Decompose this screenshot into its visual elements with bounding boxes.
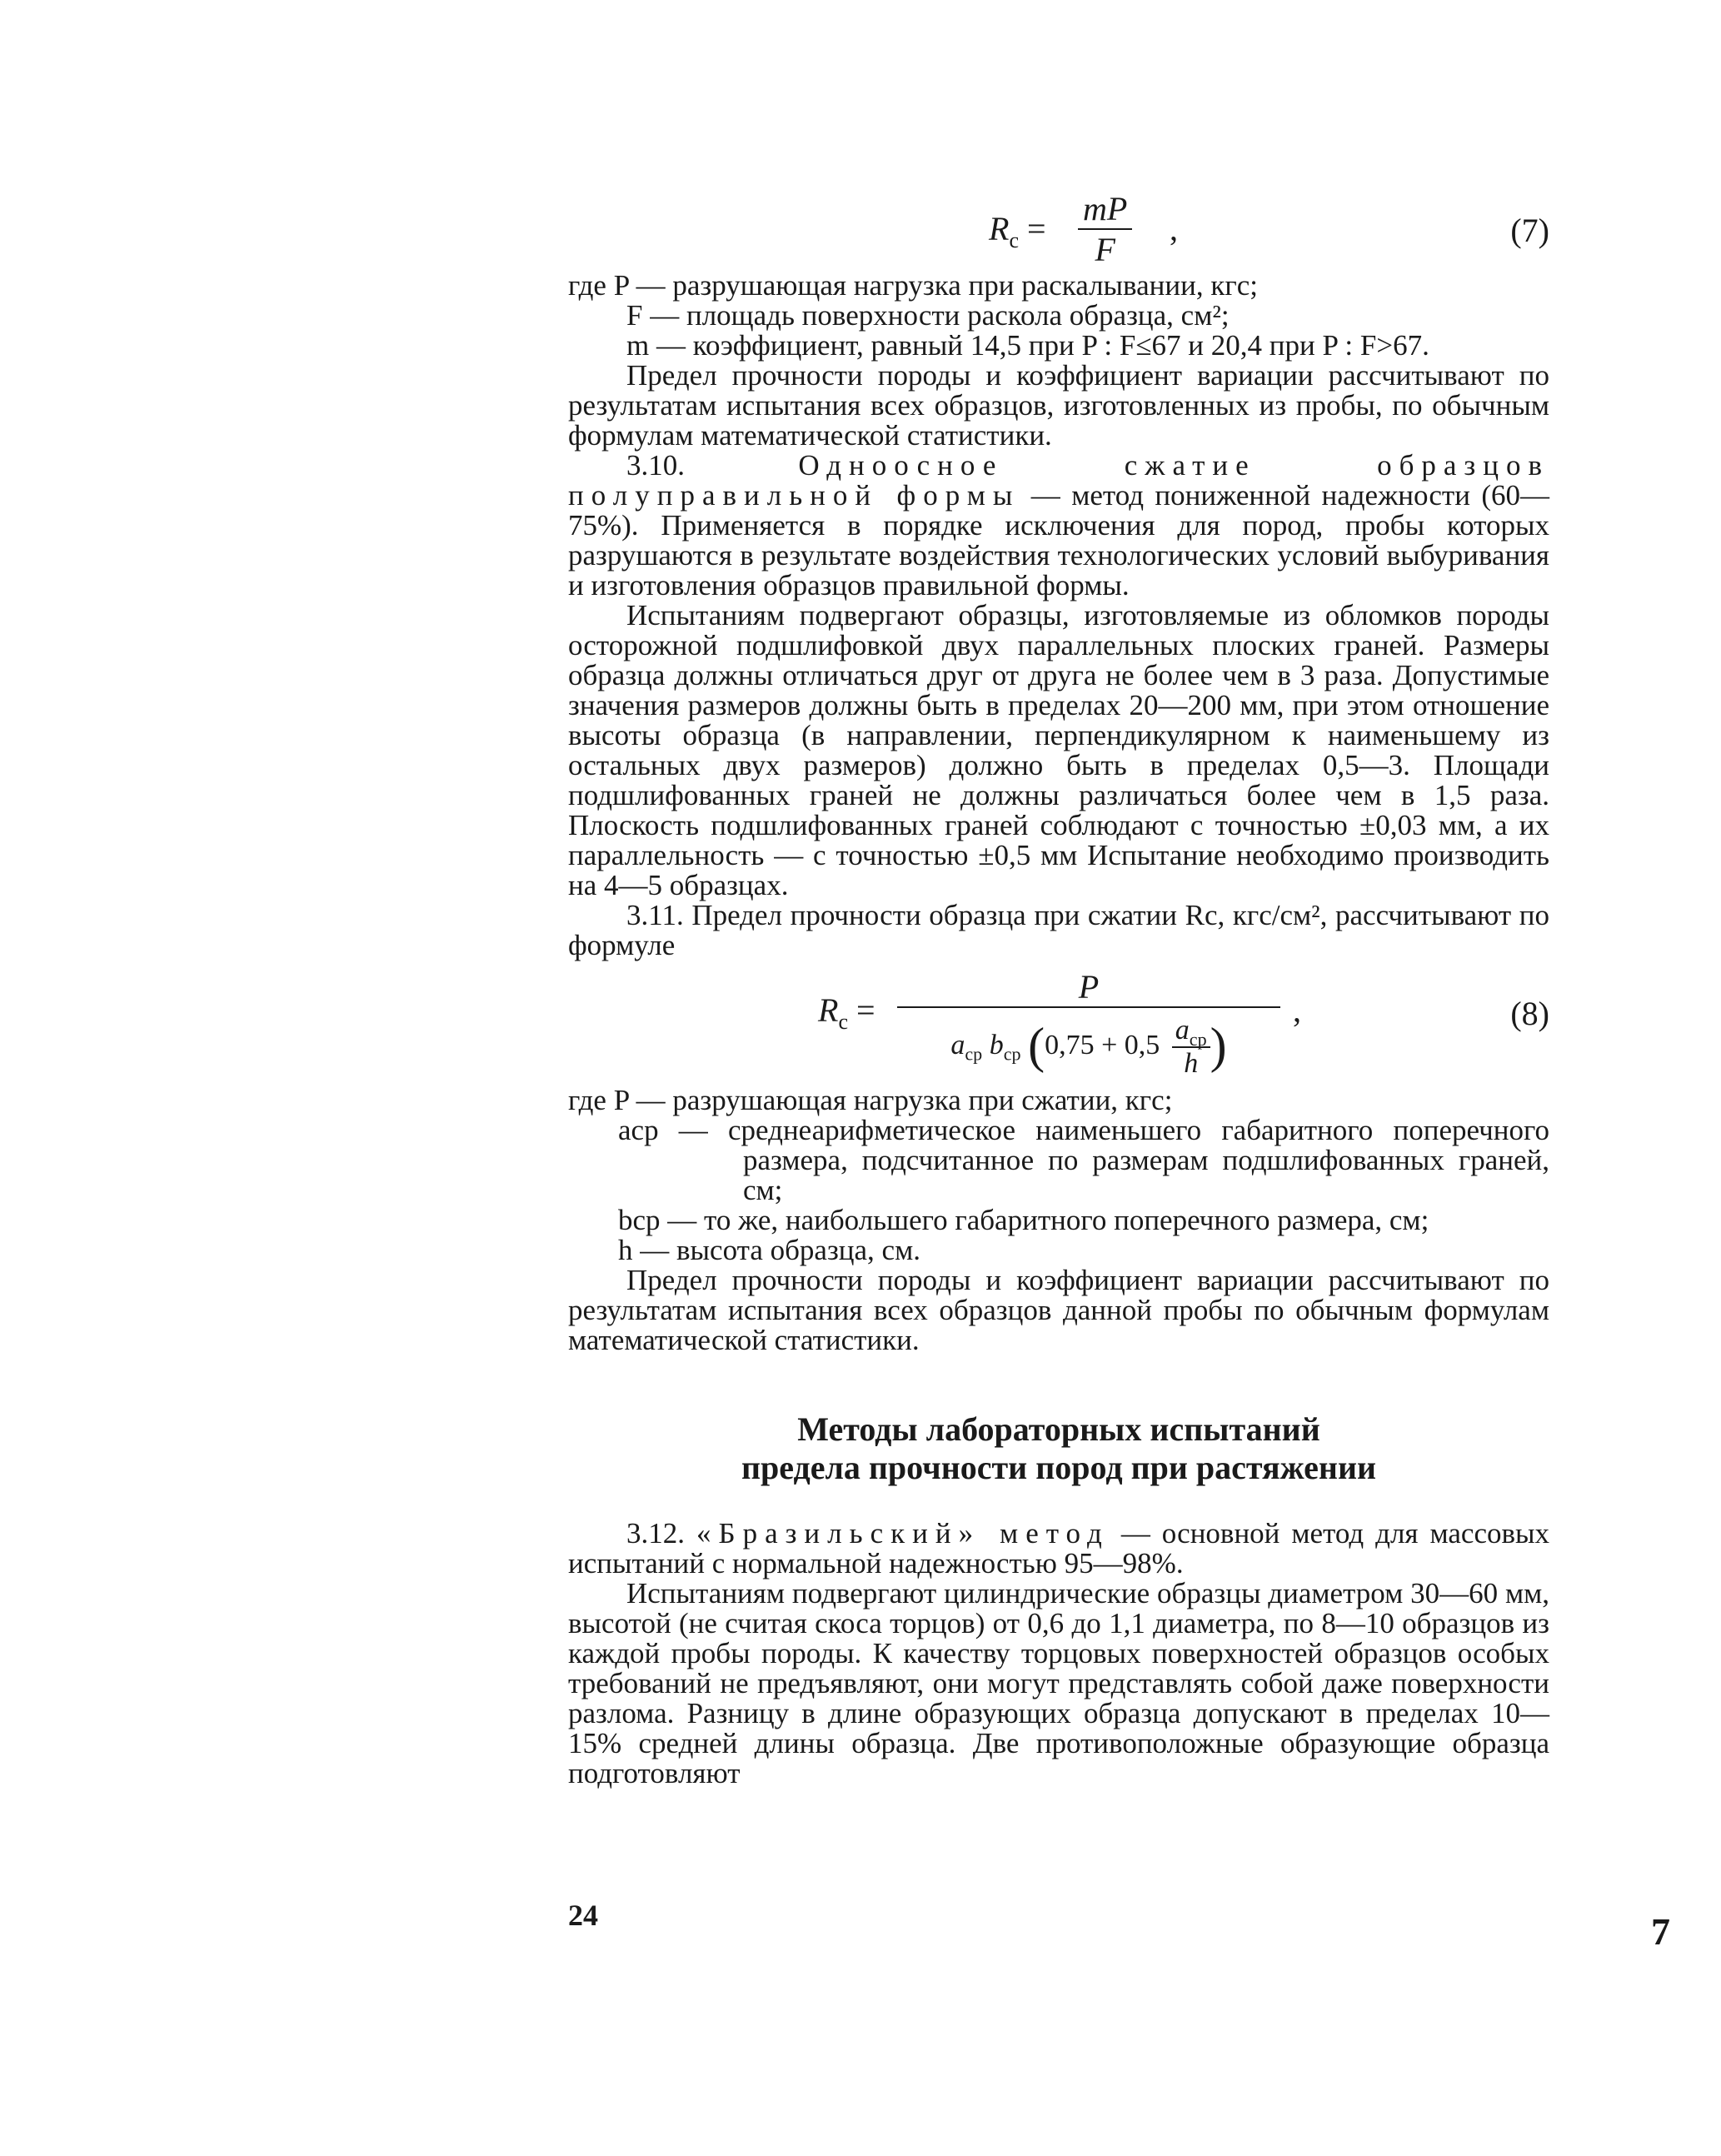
formula-7-lhs-sub: с <box>1009 228 1019 252</box>
paragraph-3-12-text: — основной метод для массовых испытаний с нормальной надежностью 95—98%. <box>568 1517 1550 1580</box>
formula-8-lparen: ( <box>1028 1017 1045 1073</box>
where7-f: F — площадь поверхности раскола образца, см²; <box>626 299 1230 332</box>
formula-8-inner-den: h <box>1184 1048 1199 1079</box>
formula-8-eq: = <box>856 991 875 1029</box>
formula-8-lhs: R <box>818 991 839 1029</box>
where8-bcp: bср — то же, наибольшего габаритного поперечного размера, см; <box>618 1204 1429 1236</box>
paragraph-3-12-number: 3.12. <box>626 1517 685 1550</box>
section-title <box>568 1410 1549 1487</box>
where8-acp: aср — среднеарифметическое наименьшего габаритного поперечного размера, подсчитанное по размерам подшлифованных граней, см; <box>618 1114 1549 1206</box>
paragraph-3-10-text: — метод пониженной надежности (60—75%). Применяется в порядке исключения для пород, пробы которых разрушаются в результате воздействия технологических условий выбуривания и изготовления образцов правильной формы. <box>568 479 1550 601</box>
formula-8-den-a-sub: ср <box>965 1043 983 1065</box>
where7-m: m — коэффициент, равный 14,5 при P : F≤67 и 20,4 при P : F>67. <box>626 329 1429 362</box>
paragraph-3-10-title: Одноосное сжатие образцов полуправильной формы <box>568 449 1549 512</box>
paragraph-3-11-end: Предел прочности породы и коэффициент вариации рассчитывают по результатам испытания всех образцов данной пробы по обычным формулам математической статистики. <box>568 1264 1549 1356</box>
formula-8-inner-num: a <box>1175 1015 1190 1046</box>
page-content <box>568 179 1549 1789</box>
formula-8-den-const: 0,75 + 0,5 <box>1045 1029 1160 1061</box>
formula-7-number: (7) <box>1510 212 1549 249</box>
paragraph-3-12-title: «Бразильский» метод <box>696 1517 1110 1550</box>
formula-8-inner-num-sub: ср <box>1189 1028 1207 1050</box>
paragraph-3-12 <box>568 1519 1549 1579</box>
formula-7-fraction <box>1078 189 1132 269</box>
formula-8-fraction <box>897 967 1280 1080</box>
formula-7 <box>568 179 1549 271</box>
paragraph-3-11: 3.11. Предел прочности образца при сжатии Rс, кгс/см², рассчитывают по формуле <box>568 899 1549 961</box>
formula-8-rparen: ) <box>1210 1017 1227 1073</box>
formula-7-eq: = <box>1026 210 1046 247</box>
page-number-left: 24 <box>568 1899 598 1932</box>
formula-7-comma: , <box>1170 210 1178 247</box>
formula-7-denominator: F <box>1078 228 1132 269</box>
page-number-right: 7 <box>1651 1910 1670 1953</box>
formula-8 <box>568 961 1549 1085</box>
formula-8-den-a: a <box>950 1029 965 1061</box>
paragraph-3-10 <box>568 451 1549 601</box>
formula-8-lhs-sub: с <box>838 1010 848 1034</box>
section-title-line-2: предела прочности пород при растяжении <box>741 1449 1377 1486</box>
formula-8-den-b-sub: ср <box>1003 1043 1021 1065</box>
paragraph-last: Испытаниям подвергают цилиндрические образцы диаметром 30—60 мм, высотой (не считая скоса торцов) от 0,6 до 1,1 диаметра, по 8—10 образцов из каждой пробы породы. К качеству торцовых поверхностей образцов особых требований не предъявляют, они могут представлять собой даже поверхности разлома. Разницу в длине образующих образца допускают в пределах 10—15% средней длины образца. Две противоположные образующие образца подготовляют <box>568 1577 1549 1789</box>
formula-8-inner-fraction <box>1172 1015 1210 1080</box>
formula-8-numerator: P <box>1078 968 1100 1006</box>
formula-8-denominator <box>897 1006 1280 1080</box>
section-title-line-1: Методы лабораторных испытаний <box>797 1410 1320 1448</box>
formula-7-numerator: mP <box>1083 190 1128 227</box>
where8-p: где P — разрушающая нагрузка при сжатии, кгс; <box>568 1084 1173 1116</box>
formula-7-lhs: R <box>989 210 1010 247</box>
where8-h: h — высота образца, см. <box>618 1234 920 1266</box>
formula-8-den-b: b <box>989 1029 1004 1061</box>
formula-8-comma: , <box>1293 991 1301 1029</box>
paragraph-3-9-end: Предел прочности породы и коэффициент вариации рассчитывают по результатам испытания всех образцов, изготовленных из пробы, по обычным формулам математической статистики. <box>568 359 1549 452</box>
where7-p: где P — разрушающая нагрузка при раскалывании, кгс; <box>568 269 1258 302</box>
formula-8-number: (8) <box>1510 995 1549 1032</box>
paragraph-3-10-number: 3.10. <box>626 449 685 482</box>
paragraph-tests: Испытаниям подвергают образцы, изготовляемые из обломков породы осторожной подшлифовкой двух параллельных плоских граней. Размеры образца должны отличаться друг от друга не более чем в 3 раза. Допустимые значения размеров должны быть в пределах 20—200 мм, при этом отношение высоты образца (в направлении, перпендикулярном к наименьшему из остальных двух размеров) должно быть в пределах 0,5—3. Площади подшлифованных граней не должны различаться более чем в 1,5 раза. Плоскость подшлифованных граней соблюдают с точностью ±0,03 мм, а их параллельность — с точностью ±0,5 мм Испытание необходимо производить на 4—5 образцах. <box>568 599 1549 901</box>
